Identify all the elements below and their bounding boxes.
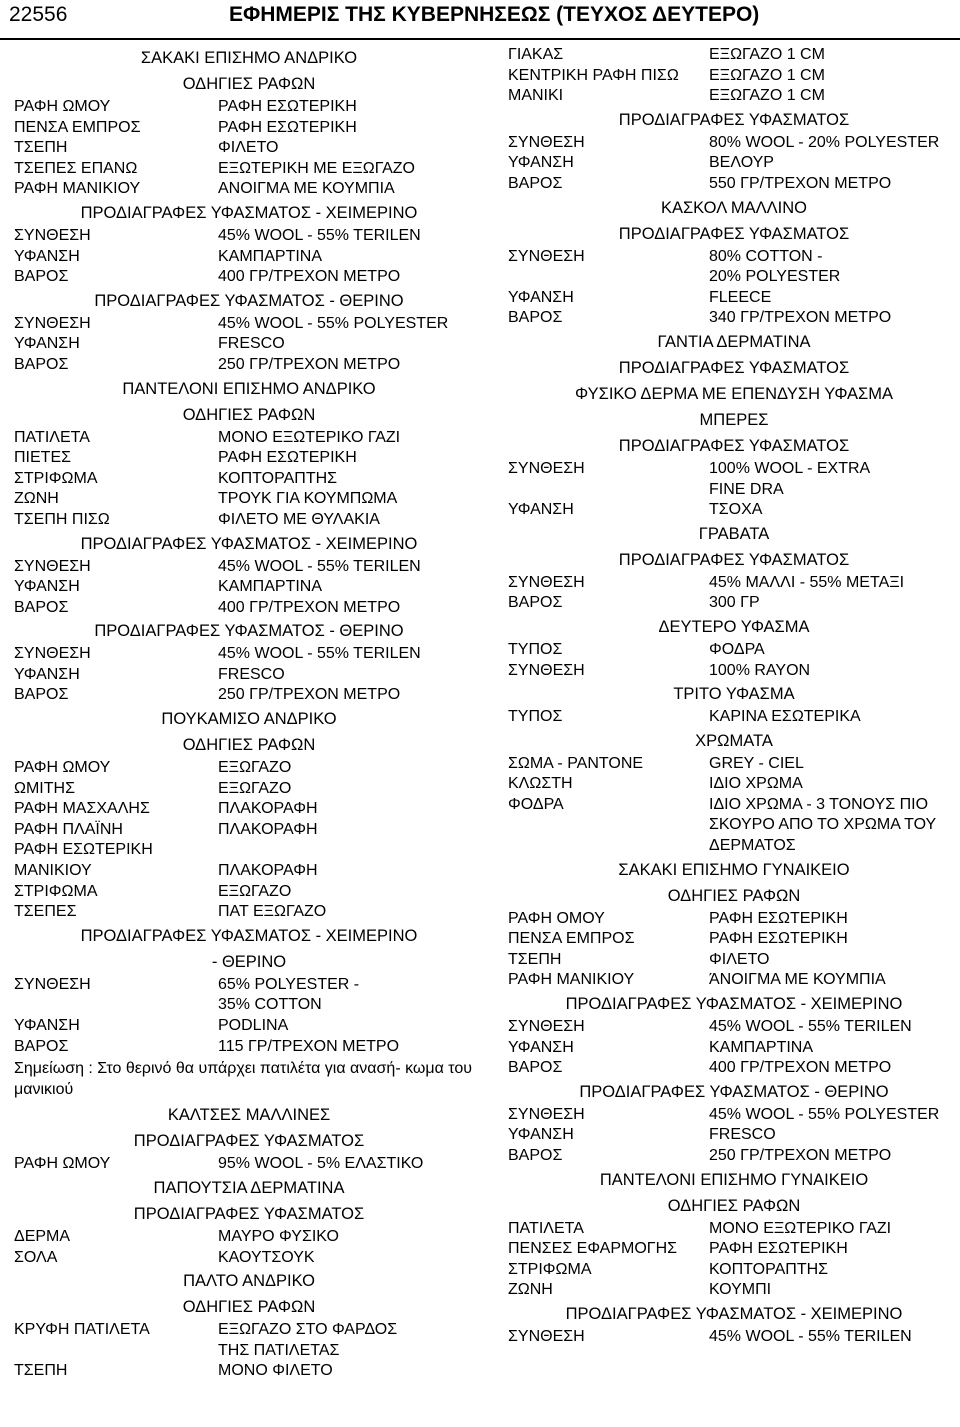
gazette-title: ΕΦΗΜΕΡΙΣ ΤΗΣ ΚΥΒΕΡΝΗΣΕΩΣ (ΤΕΥΧΟΣ ΔΕΥΤΕΡΟ) xyxy=(229,3,760,26)
spec-row xyxy=(14,665,484,686)
spec-row xyxy=(14,1154,484,1175)
spec-row xyxy=(14,1248,484,1269)
spec-value: ΦΙΛΕΤΟ xyxy=(218,139,279,157)
spec-value: ΜΑΥΡΟ ΦΥΣΙΚΟ xyxy=(218,1227,339,1245)
spec-label: ΜΑΝΙΚΙΟΥ xyxy=(14,862,92,880)
spec-label: ΤΥΠΟΣ xyxy=(508,708,563,726)
spec-row xyxy=(14,138,484,159)
spec-value: FINE DRA xyxy=(709,480,784,498)
spec-row xyxy=(508,1327,960,1348)
spec-row xyxy=(508,1017,960,1038)
spec-value: ΕΞΩΓΑΖΟ xyxy=(218,882,292,900)
spec-value: 80% COTTON - xyxy=(709,247,823,265)
spec-row xyxy=(14,428,484,449)
spec-label: ΡΑΦΗ ΩΜΟΥ xyxy=(14,759,111,777)
spec-label: ΒΑΡΟΣ xyxy=(14,686,69,704)
spec-label: ΦΟΔΡΑ xyxy=(508,795,564,813)
spec-label: ΠΕΝΣΕΣ ΕΦΑΡΜΟΓΗΣ xyxy=(508,1240,678,1258)
spec-row xyxy=(508,640,960,661)
spec-row xyxy=(508,288,960,309)
spec-label: ΖΩΝΗ xyxy=(508,1281,553,1299)
section-heading: ΠΡΟΔΙΑΓΡΑΦΕΣ ΥΦΑΣΜΑΤΟΣ xyxy=(133,1132,365,1151)
spec-label: ΒΑΡΟΣ xyxy=(14,268,69,286)
spec-label: ΣΥΝΘΕΣΗ xyxy=(508,661,585,679)
spec-value: ΦΙΛΕΤΟ xyxy=(709,950,770,968)
spec-label: ΠΕΝΣΑ ΕΜΠΡΟΣ xyxy=(508,930,635,948)
spec-row xyxy=(508,459,960,480)
spec-row xyxy=(508,573,960,594)
section-heading: ΔΕΥΤΕΡΟ ΥΦΑΣΜΑ xyxy=(658,617,810,636)
spec-value: 400 ΓΡ/ΤΡΕΧΟΝ ΜΕΤΡΟ xyxy=(709,1059,892,1077)
spec-label: ΣΥΝΘΕΣΗ xyxy=(14,314,91,332)
spec-value: FLEECE xyxy=(709,288,772,306)
spec-value: 400 ΓΡ/ΤΡΕΧΟΝ ΜΕΤΡΟ xyxy=(218,268,401,286)
spec-value: FRESCO xyxy=(218,335,285,353)
spec-value: ΙΔΙΟ ΧΡΩΜΑ xyxy=(709,775,803,793)
spec-row xyxy=(508,815,960,836)
spec-value: ΚΑΜΠΑΡΤΙΝΑ xyxy=(709,1038,814,1056)
spec-row xyxy=(508,1239,960,1260)
spec-label: ΤΣΕΠΕΣ ΕΠΑΝΩ xyxy=(14,159,138,177)
spec-row xyxy=(14,355,484,376)
spec-value: 100% WOOL - EXTRA xyxy=(709,459,871,477)
spec-row xyxy=(508,308,960,329)
spec-label: ΥΦΑΝΣΗ xyxy=(508,501,574,519)
spec-label: ΩΜΙΤΗΣ xyxy=(14,779,75,797)
spec-label: ΤΥΠΟΣ xyxy=(508,640,563,658)
spec-row xyxy=(508,1105,960,1126)
spec-label: ΣΥΝΘΕΣΗ xyxy=(508,459,585,477)
spec-row xyxy=(14,314,484,335)
spec-row xyxy=(508,593,960,614)
section-heading: ΦΥΣΙΚΟ ΔΕΡΜΑ ΜΕ ΕΠΕΝΔΥΣΗ ΥΦΑΣΜΑ xyxy=(575,384,893,403)
spec-label: ΡΑΦΗ ΜΑΣΧΑΛΗΣ xyxy=(14,800,150,818)
section-heading: ΠΡΟΔΙΑΓΡΑΦΕΣ ΥΦΑΣΜΑΤΟΣ xyxy=(618,110,850,129)
spec-label: ΣΥΝΘΕΣΗ xyxy=(508,1018,585,1036)
spec-label: ΖΩΝΗ xyxy=(14,490,59,508)
spec-label: ΚΡΥΦΗ ΠΑΤΙΛΕΤΑ xyxy=(14,1321,150,1339)
spec-row xyxy=(14,247,484,268)
section-heading: - ΘΕΡΙΝΟ xyxy=(211,952,287,971)
section-heading: ΟΔΗΓΙΕΣ ΡΑΦΩΝ xyxy=(667,1196,801,1215)
spec-value: ΦΙΛΕΤΟ ΜΕ ΘΥΛΑΚΙΑ xyxy=(218,510,380,528)
section-heading: ΓΡΑΒΑΤΑ xyxy=(698,524,770,543)
spec-row xyxy=(508,66,960,87)
spec-label: ΠΕΝΣΑ ΕΜΠΡΟΣ xyxy=(14,118,141,136)
spec-value: ΤΗΣ ΠΑΤΙΛΕΤΑΣ xyxy=(218,1341,340,1359)
spec-value: ΤΣΟΧΑ xyxy=(709,501,763,519)
section-heading: ΜΠΕΡΕΣ xyxy=(699,410,769,429)
section-heading: ΠΡΟΔΙΑΓΡΑΦΕΣ ΥΦΑΣΜΑΤΟΣ - ΧΕΙΜΕΡΙΝΟ xyxy=(565,995,903,1014)
section-heading: ΚΑΛΤΣΕΣ ΜΑΛΛΙΝΕΣ xyxy=(167,1106,331,1125)
spec-value: ΠΛΑΚΟΡΑΦΗ xyxy=(218,800,318,818)
spec-label: ΡΑΦΗ ΟΜΟΥ xyxy=(508,909,605,927)
section-heading: ΓΑΝΤΙΑ ΔΕΡΜΑΤΙΝΑ xyxy=(657,332,811,351)
spec-label: ΥΦΑΝΣΗ xyxy=(14,1017,80,1034)
spec-row xyxy=(14,1227,484,1248)
spec-label: ΣΥΝΘΕΣΗ xyxy=(508,573,585,591)
spec-value: ΡΑΦΗ ΕΣΩΤΕΡΙΚΗ xyxy=(218,449,357,467)
section-heading: ΟΔΗΓΙΕΣ ΡΑΦΩΝ xyxy=(182,405,316,424)
spec-label: ΥΦΑΝΣΗ xyxy=(508,1038,574,1056)
spec-value: 45% WOOL - 55% TERILEN xyxy=(218,557,421,575)
spec-row xyxy=(508,929,960,950)
spec-label: ΒΑΡΟΣ xyxy=(508,309,563,327)
spec-row xyxy=(14,644,484,665)
section-heading: ΠΡΟΔΙΑΓΡΑΦΕΣ ΥΦΑΣΜΑΤΟΣ - ΧΕΙΜΕΡΙΝΟ xyxy=(80,534,418,553)
spec-row xyxy=(508,1219,960,1240)
spec-row xyxy=(14,820,484,841)
spec-row xyxy=(14,882,484,903)
spec-row xyxy=(14,779,484,800)
spec-value: ΕΞΩΓΑΖΟ 1 CM xyxy=(709,46,825,63)
spec-row xyxy=(14,975,484,996)
spec-label: ΣΥΝΘΕΣΗ xyxy=(508,1327,585,1345)
spec-row xyxy=(14,902,484,923)
spec-value: ΤΡΟΥΚ ΓΙΑ ΚΟΥΜΠΩΜΑ xyxy=(218,490,398,508)
spec-row xyxy=(508,661,960,682)
spec-label: ΒΑΡΟΣ xyxy=(508,594,563,612)
spec-label: ΣΤΡΙΦΩΜΑ xyxy=(14,469,98,487)
spec-value: 250 ΓΡ/ΤΡΕΧΟΝ ΜΕΤΡΟ xyxy=(218,686,401,704)
spec-row xyxy=(14,118,484,139)
spec-value: ΕΞΩΓΑΖΟ xyxy=(218,779,292,797)
spec-value: ΚΑΜΠΑΡΤΙΝΑ xyxy=(218,578,323,596)
spec-row xyxy=(508,153,960,174)
spec-value: ΠΛΑΚΟΡΑΦΗ xyxy=(218,820,318,838)
spec-label: ΒΑΡΟΣ xyxy=(14,1037,69,1055)
spec-value: ΕΞΩΓΑΖΟ xyxy=(218,759,292,777)
section-heading: ΠΡΟΔΙΑΓΡΑΦΕΣ ΥΦΑΣΜΑΤΟΣ - ΧΕΙΜΕΡΙΝΟ xyxy=(80,926,418,945)
spec-row xyxy=(508,174,960,195)
spec-row xyxy=(508,247,960,268)
section-heading: ΠΡΟΔΙΑΓΡΑΦΕΣ ΥΦΑΣΜΑΤΟΣ - ΘΕΡΙΝΟ xyxy=(94,622,404,641)
spec-row xyxy=(508,133,960,154)
spec-value: ΣΚΟΥΡΟ ΑΠΟ ΤΟ ΧΡΩΜΑ ΤΟΥ xyxy=(709,816,937,834)
spec-value: ΚΑΜΠΑΡΤΙΝΑ xyxy=(218,247,323,265)
spec-label: ΤΣΕΠΗ xyxy=(14,139,68,157)
spec-label: ΡΑΦΗ ΩΜΟΥ xyxy=(14,1155,111,1173)
spec-value: FRESCO xyxy=(709,1126,776,1144)
spec-label: ΣΥΝΘΕΣΗ xyxy=(14,226,91,244)
spec-value: 45% WOOL - 55% TERILEN xyxy=(709,1327,912,1345)
spec-value: ΒΕΛΟΥΡ xyxy=(709,154,774,172)
spec-value: ΚΟΥΜΠΙ xyxy=(709,1281,772,1299)
spec-row xyxy=(14,577,484,598)
section-heading: ΠΡΟΔΙΑΓΡΑΦΕΣ ΥΦΑΣΜΑΤΟΣ - ΘΕΡΙΝΟ xyxy=(579,1082,889,1101)
spec-value: 45% WOOL - 55% TERILEN xyxy=(218,226,421,244)
spec-row xyxy=(14,840,484,861)
spec-row xyxy=(14,799,484,820)
section-heading: ΟΔΗΓΙΕΣ ΡΑΦΩΝ xyxy=(182,75,316,93)
spec-value: 65% POLYESTER - xyxy=(218,975,360,993)
spec-row xyxy=(14,557,484,578)
spec-value: ΚΑΟΥΤΣΟΥΚ xyxy=(218,1248,315,1266)
spec-row xyxy=(508,707,960,728)
spec-row xyxy=(14,1361,484,1382)
section-heading: ΤΡΙΤΟ ΥΦΑΣΜΑ xyxy=(673,685,795,704)
spec-row xyxy=(508,909,960,930)
spec-label: ΥΦΑΝΣΗ xyxy=(508,1126,574,1144)
section-heading: ΠΡΟΔΙΑΓΡΑΦΕΣ ΥΦΑΣΜΑΤΟΣ - ΘΕΡΙΝΟ xyxy=(94,291,404,310)
spec-row xyxy=(508,1280,960,1301)
section-heading: ΠΑΛΤΟ ΑΝΔΡΙΚΟ xyxy=(183,1272,315,1291)
spec-row xyxy=(14,1320,484,1341)
page-number: 22556 xyxy=(9,3,68,26)
spec-row xyxy=(508,86,960,107)
spec-value: ΙΔΙΟ ΧΡΩΜΑ - 3 ΤΟΝΟΥΣ ΠΙΟ xyxy=(709,795,929,813)
section-heading: ΚΑΣΚΟΛ ΜΑΛΛΙΝΟ xyxy=(660,198,808,217)
spec-value: ΡΑΦΗ ΕΣΩΤΕΡΙΚΗ xyxy=(709,909,848,927)
section-heading: ΠΟΥΚΑΜΙΣΟ ΑΝΔΡΙΚΟ xyxy=(161,710,337,729)
spec-value: ΚΟΠΤΟΡΑΠΤΗΣ xyxy=(709,1260,829,1278)
spec-row xyxy=(508,774,960,795)
spec-label: ΣΩΜΑ - PANTONE xyxy=(508,754,644,772)
spec-label: ΥΦΑΝΣΗ xyxy=(14,578,80,596)
section-heading: ΟΔΗΓΙΕΣ ΡΑΦΩΝ xyxy=(182,1298,316,1317)
spec-label: ΒΑΡΟΣ xyxy=(508,174,563,192)
spec-label: ΣΥΝΘΕΣΗ xyxy=(508,247,585,265)
spec-value: 340 ΓΡ/ΤΡΕΧΟΝ ΜΕΤΡΟ xyxy=(709,309,892,327)
spec-label: ΠΑΤΙΛΕΤΑ xyxy=(14,428,90,446)
spec-label: ΒΑΡΟΣ xyxy=(508,1059,563,1077)
spec-value: 550 ΓΡ/ΤΡΕΧΟΝ ΜΕΤΡΟ xyxy=(709,174,892,192)
section-heading: ΠΑΠΟΥΤΣΙΑ ΔΕΡΜΑΤΙΝΑ xyxy=(153,1178,345,1197)
spec-label: ΚΛΩΣΤΗ xyxy=(508,775,573,793)
section-heading: ΠΡΟΔΙΑΓΡΑΦΕΣ ΥΦΑΣΜΑΤΟΣ xyxy=(133,1204,365,1223)
section-heading: ΟΔΗΓΙΕΣ ΡΑΦΩΝ xyxy=(667,886,801,905)
spec-label: ΤΣΕΠΗ ΠΙΣΩ xyxy=(14,510,110,528)
spec-row xyxy=(14,469,484,490)
spec-value: 250 ΓΡ/ΤΡΕΧΟΝ ΜΕΤΡΟ xyxy=(709,1147,892,1164)
section-heading: ΠΡΟΔΙΑΓΡΑΦΕΣ ΥΦΑΣΜΑΤΟΣ xyxy=(618,358,850,377)
spec-value: 100% RAYON xyxy=(709,661,811,679)
spec-row xyxy=(14,1037,484,1058)
spec-row xyxy=(14,510,484,531)
spec-value: ΚΟΠΤΟΡΑΠΤΗΣ xyxy=(218,469,338,487)
spec-row xyxy=(14,685,484,706)
spec-value: 35% COTTON xyxy=(218,996,322,1014)
spec-label: ΡΑΦΗ ΜΑΝΙΚΙΟΥ xyxy=(14,180,141,198)
spec-row xyxy=(14,861,484,882)
spec-value: ΚΑΡΙΝΑ ΕΣΩΤΕΡΙΚΑ xyxy=(709,708,861,726)
spec-value: ΦΟΔΡΑ xyxy=(709,640,765,658)
spec-row xyxy=(508,795,960,816)
spec-value: ΕΞΩΓΑΖΟ 1 CM xyxy=(709,66,825,84)
section-heading: ΟΔΗΓΙΕΣ ΡΑΦΩΝ xyxy=(182,736,316,755)
spec-label: ΚΕΝΤΡΙΚΗ ΡΑΦΗ ΠΙΣΩ xyxy=(508,66,679,84)
spec-row xyxy=(508,267,960,288)
spec-label: ΣΥΝΘΕΣΗ xyxy=(14,645,91,663)
spec-row xyxy=(14,159,484,180)
spec-row xyxy=(14,179,484,200)
spec-label: ΡΑΦΗ ΠΛΑΪΝΗ xyxy=(14,820,123,838)
spec-row xyxy=(508,754,960,775)
spec-value: ΜΟΝΟ ΕΞΩΤΕΡΙΚΟ ΓΑΖΙ xyxy=(218,428,401,446)
spec-row xyxy=(508,1146,960,1167)
spec-row xyxy=(508,480,960,501)
spec-label: ΡΑΦΗ ΩΜΟΥ xyxy=(14,98,111,115)
spec-label: ΥΦΑΝΣΗ xyxy=(14,335,80,353)
spec-value: 45% WOOL - 55% POLYESTER xyxy=(218,314,449,332)
spec-label: ΣΟΛΑ xyxy=(14,1248,58,1266)
spec-label: ΒΑΡΟΣ xyxy=(14,598,69,616)
spec-label: ΣΤΡΙΦΩΜΑ xyxy=(508,1260,592,1278)
spec-row xyxy=(508,500,960,521)
spec-label: ΣΥΝΘΕΣΗ xyxy=(508,1105,585,1123)
spec-value: ΡΑΦΗ ΕΣΩΤΕΡΙΚΗ xyxy=(709,930,848,948)
spec-row xyxy=(508,1038,960,1059)
spec-label: ΥΦΑΝΣΗ xyxy=(508,154,574,172)
spec-value: ΜΟΝΟ ΕΞΩΤΕΡΙΚΟ ΓΑΖΙ xyxy=(709,1219,892,1237)
spec-value: ΕΞΩΓΑΖΟ ΣΤΟ ΦΑΡΔΟΣ xyxy=(218,1321,398,1339)
note-text: Σημείωση : Στο θερινό θα υπάρχει πατιλέτα για ανασή- κωμα του μανικιού xyxy=(14,1060,473,1098)
section-heading: ΧΡΩΜΑΤΑ xyxy=(695,731,773,750)
spec-value: 45% WOOL - 55% POLYESTER xyxy=(709,1105,940,1123)
spec-row xyxy=(14,1016,484,1037)
spec-value: GREY - CIEL xyxy=(709,754,804,772)
spec-label: ΡΑΦΗ ΕΣΩΤΕΡΙΚΗ xyxy=(14,841,153,859)
spec-row xyxy=(14,995,484,1016)
spec-label: ΣΤΡΙΦΩΜΑ xyxy=(14,882,98,900)
spec-value: ΑΝΟΙΓΜΑ ΜΕ ΚΟΥΜΠΙΑ xyxy=(218,180,395,198)
spec-row xyxy=(14,226,484,247)
spec-label: ΓΙΑΚΑΣ xyxy=(508,46,564,63)
spec-value: PODLINA xyxy=(218,1017,289,1034)
spec-label: ΤΣΕΠΗ xyxy=(14,1362,68,1380)
spec-row xyxy=(14,334,484,355)
spec-value: ΔΕΡΜΑΤΟΣ xyxy=(709,837,796,855)
spec-label: ΤΣΕΠΗ xyxy=(508,950,562,968)
spec-value: ΠΛΑΚΟΡΑΦΗ xyxy=(218,862,318,880)
spec-label: ΠΑΤΙΛΕΤΑ xyxy=(508,1219,584,1237)
spec-label: ΡΑΦΗ ΜΑΝΙΚΙΟΥ xyxy=(508,971,635,989)
spec-value: 45% WOOL - 55% TERILEN xyxy=(709,1018,912,1036)
section-heading: ΠΡΟΔΙΑΓΡΑΦΕΣ ΥΦΑΣΜΑΤΟΣ - ΧΕΙΜΕΡΙΝΟ xyxy=(80,203,418,222)
spec-label: ΒΑΡΟΣ xyxy=(14,355,69,373)
spec-row xyxy=(508,1260,960,1281)
spec-value: ΠΑΤ ΕΞΩΓΑΖΟ xyxy=(218,903,327,921)
spec-value: 300 ΓΡ xyxy=(709,594,760,612)
spec-value: 45% ΜΑΛΛΙ - 55% ΜΕΤΑΞΙ xyxy=(709,573,905,591)
spec-value: ΡΑΦΗ ΕΣΩΤΕΡΙΚΗ xyxy=(709,1240,848,1258)
spec-label: ΥΦΑΝΣΗ xyxy=(14,665,80,683)
section-heading: ΠΑΝΤΕΛΟΝΙ ΕΠΙΣΗΜΟ ΓΥΝΑΙΚΕΙΟ xyxy=(599,1170,869,1189)
spec-label: ΒΑΡΟΣ xyxy=(508,1147,563,1164)
spec-row xyxy=(14,758,484,779)
spec-label: ΔΕΡΜΑ xyxy=(14,1227,71,1245)
spec-value: 115 ΓΡ/ΤΡΕΧΟΝ ΜΕΤΡΟ xyxy=(218,1037,400,1055)
spec-value: ΕΞΩΓΑΖΟ 1 CM xyxy=(709,87,825,105)
section-heading: ΠΡΟΔΙΑΓΡΑΦΕΣ ΥΦΑΣΜΑΤΟΣ xyxy=(618,550,850,569)
spec-value: ΕΞΩΤΕΡΙΚΗ ΜΕ ΕΞΩΓΑΖΟ xyxy=(218,159,415,177)
left-column xyxy=(14,45,484,1382)
spec-row xyxy=(14,97,484,118)
page-header xyxy=(0,0,960,40)
spec-label: ΣΥΝΘΕΣΗ xyxy=(14,975,91,993)
spec-value: FRESCO xyxy=(218,665,285,683)
spec-label: ΣΥΝΘΕΣΗ xyxy=(508,133,585,151)
section-heading: ΠΡΟΔΙΑΓΡΑΦΕΣ ΥΦΑΣΜΑΤΟΣ - ΧΕΙΜΕΡΙΝΟ xyxy=(565,1304,903,1323)
spec-label: ΣΥΝΘΕΣΗ xyxy=(14,557,91,575)
spec-row xyxy=(508,1125,960,1146)
spec-row xyxy=(14,448,484,469)
spec-row xyxy=(508,45,960,66)
spec-label: ΥΦΑΝΣΗ xyxy=(508,288,574,306)
spec-value: ΜΟΝΟ ΦΙΛΕΤΟ xyxy=(218,1362,333,1380)
spec-label: ΥΦΑΝΣΗ xyxy=(14,247,80,265)
section-heading: ΠΡΟΔΙΑΓΡΑΦΕΣ ΥΦΑΣΜΑΤΟΣ xyxy=(618,436,850,455)
spec-value: 250 ΓΡ/ΤΡΕΧΟΝ ΜΕΤΡΟ xyxy=(218,355,401,373)
spec-row xyxy=(14,598,484,619)
spec-row xyxy=(14,1341,484,1362)
spec-label: ΜΑΝΙΚΙ xyxy=(508,87,564,105)
right-column xyxy=(508,45,960,1348)
spec-value: 95% WOOL - 5% ΕΛΑΣΤΙΚΟ xyxy=(218,1155,424,1173)
spec-value: 45% WOOL - 55% TERILEN xyxy=(218,645,421,663)
section-heading: ΣΑΚΑΚΙ ΕΠΙΣΗΜΟ ΓΥΝΑΙΚΕΙΟ xyxy=(618,860,850,879)
spec-value: 80% WOOL - 20% POLYESTER xyxy=(709,133,940,151)
spec-value: 400 ΓΡ/ΤΡΕΧΟΝ ΜΕΤΡΟ xyxy=(218,598,401,616)
section-heading: ΠΡΟΔΙΑΓΡΑΦΕΣ ΥΦΑΣΜΑΤΟΣ xyxy=(618,224,850,243)
spec-row xyxy=(508,950,960,971)
spec-value: 20% POLYESTER xyxy=(709,268,841,286)
spec-label: ΤΣΕΠΕΣ xyxy=(14,903,77,921)
section-heading: ΣΑΚΑΚΙ ΕΠΙΣΗΜΟ ΑΝΔΡΙΚΟ xyxy=(140,49,358,67)
spec-row xyxy=(508,1058,960,1079)
section-heading: ΠΑΝΤΕΛΟΝΙ ΕΠΙΣΗΜΟ ΑΝΔΡΙΚΟ xyxy=(122,379,376,398)
spec-row xyxy=(508,836,960,857)
spec-row xyxy=(14,489,484,510)
spec-label: ΠΙΕΤΕΣ xyxy=(14,449,72,467)
spec-row xyxy=(508,970,960,991)
spec-value: ΡΑΦΗ ΕΣΩΤΕΡΙΚΗ xyxy=(218,98,357,115)
spec-value: ΡΑΦΗ ΕΣΩΤΕΡΙΚΗ xyxy=(218,118,357,136)
spec-row xyxy=(14,267,484,288)
spec-value: ΆΝΟΙΓΜΑ ΜΕ ΚΟΥΜΠΙΑ xyxy=(709,971,886,989)
